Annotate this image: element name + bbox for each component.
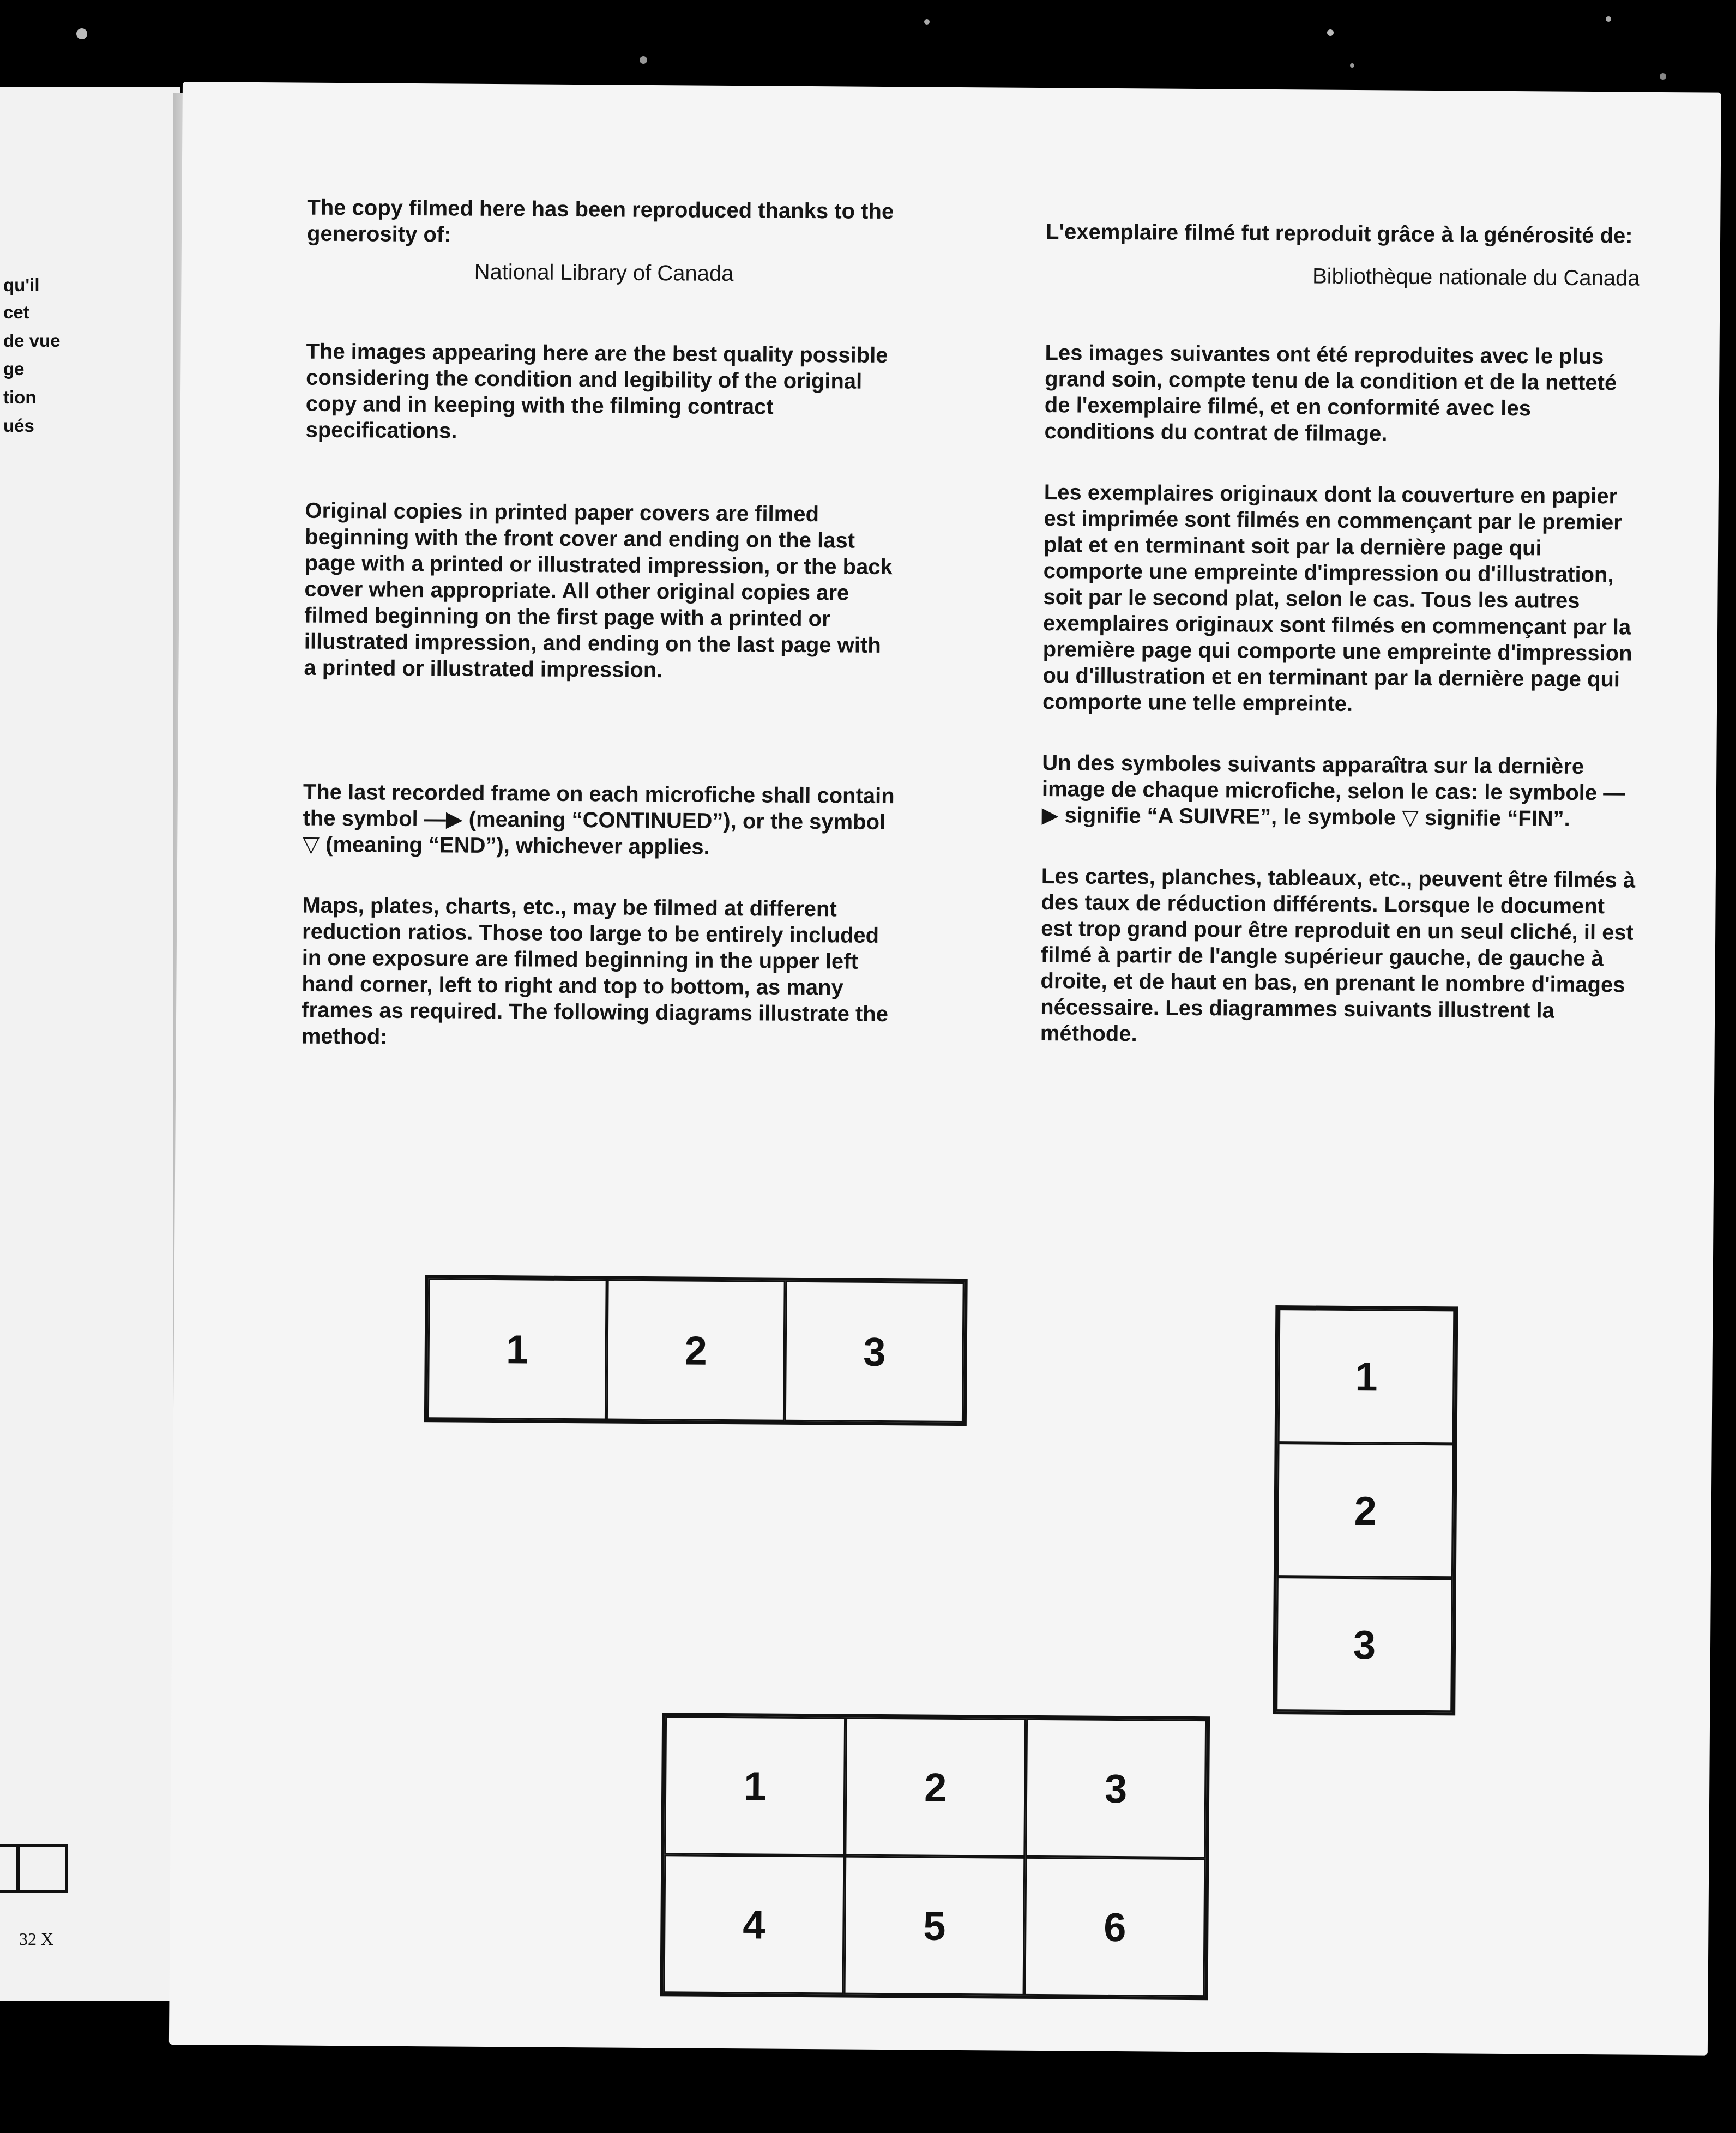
frame-cell: 2 <box>1277 1443 1454 1578</box>
english-originals: Original copies in printed paper covers are filmed beginning with the front cover and ending on the last page with a printed or illustrated impression, or the back cover when appropriate. All other original copies are filmed beginning on the first page with a printed or illustrated impression, and ending on the last page with a printed or illustrated impression. <box>304 498 893 683</box>
fragment-line: qu'il <box>3 275 40 295</box>
frame-cell: 4 <box>664 1854 845 1994</box>
english-column <box>302 195 902 1054</box>
french-institution: Bibliothèque nationale du Canada <box>1312 264 1640 291</box>
fragment-line: ge <box>3 359 25 379</box>
french-thanks: L'exemplaire filmé fut reproduit grâce à la générosité de: <box>1045 220 1633 248</box>
main-page <box>169 82 1721 2056</box>
frame-cell: 2 <box>845 1718 1026 1857</box>
english-quality: The images appearing here are the best quality possible considering the condition and legibility of the original copy and in keeping with the filming contract specifications. <box>305 339 888 443</box>
french-originals: Les exemplaires originaux dont la couverture en papier est imprimée sont filmés en commençant par le premier plat et en terminant soit par la dernière page qui comporte une empreinte d'impression ou d'illustration, soit par le second plat, selon le cas. Tous les autres exemplaires originaux sont filmés en commençant par la première page qui comporte une empreinte d'impression ou d'illustration et en terminant par la dernière page qui comporte une telle empreinte. <box>1042 480 1632 716</box>
english-symbols: The last recorded frame on each microfiche shall contain the symbol —▶ (meaning “CONTINUED”), or the symbol ▽ (meaning “END”), whichever applies. <box>303 780 895 859</box>
french-column <box>1040 219 1641 1051</box>
fragment-footer-label: 32 X <box>19 1929 54 1949</box>
fragment-line: tion <box>3 387 37 407</box>
frame-cell: 5 <box>844 1856 1026 1996</box>
english-maps: Maps, plates, charts, etc., may be filmed at different reduction ratios. Those too large to be entirely included in one exposure are filmed beginning in the upper left hand corner, left to right and top to bottom, as many frames as required. The following diagrams illustrate the method: <box>301 893 889 1049</box>
left-page-fragment <box>0 87 180 2001</box>
fragment-line: ués <box>3 415 34 436</box>
frame-cell: 1 <box>427 1278 607 1420</box>
fragment-diagram <box>0 1844 68 1893</box>
frame-cell: 3 <box>785 1281 964 1423</box>
fragment-line: cet <box>3 302 29 322</box>
film-specks <box>0 0 1736 87</box>
english-institution: National Library of Canada <box>474 260 734 286</box>
frame-cell: 1 <box>664 1716 846 1855</box>
frame-cell: 3 <box>1276 1577 1453 1712</box>
french-symbols: Un des symboles suivants apparaîtra sur la dernière image de chaque microfiche, selon le cas: le symbole —▶ signifie “A SUIVRE”, le symbole ▽ signifie “FIN”. <box>1041 751 1625 831</box>
french-quality: Les images suivantes ont été reproduites avec le plus grand soin, compte tenu de la condition et de la netteté de l'exemplaire filmé, et en conformité avec les conditions du contrat de filmage. <box>1044 341 1617 446</box>
frame-cell: 2 <box>606 1279 786 1421</box>
frame-cell: 1 <box>1278 1309 1455 1444</box>
diagram-column <box>1273 1305 1458 1715</box>
diagram-grid <box>660 1713 1210 2000</box>
english-thanks: The copy filmed here has been reproduced thanks to the generosity of: <box>306 195 894 247</box>
french-maps: Les cartes, planches, tableaux, etc., peuvent être filmés à des taux de réduction différents. Lorsque le document est trop grand pour être reproduit en un seul cliché, il est filmé à partir de l'angle supérieur gauche, de gauche à droite, et de haut en bas, en prenant le nombre d'images nécessaire. Les diagrammes suivants illustrent la méthode. <box>1040 864 1636 1046</box>
frame-cell: 3 <box>1025 1719 1207 1858</box>
fragment-line: de vue <box>3 330 61 351</box>
frame-cell: 6 <box>1024 1857 1206 1997</box>
diagram-row <box>424 1275 968 1426</box>
